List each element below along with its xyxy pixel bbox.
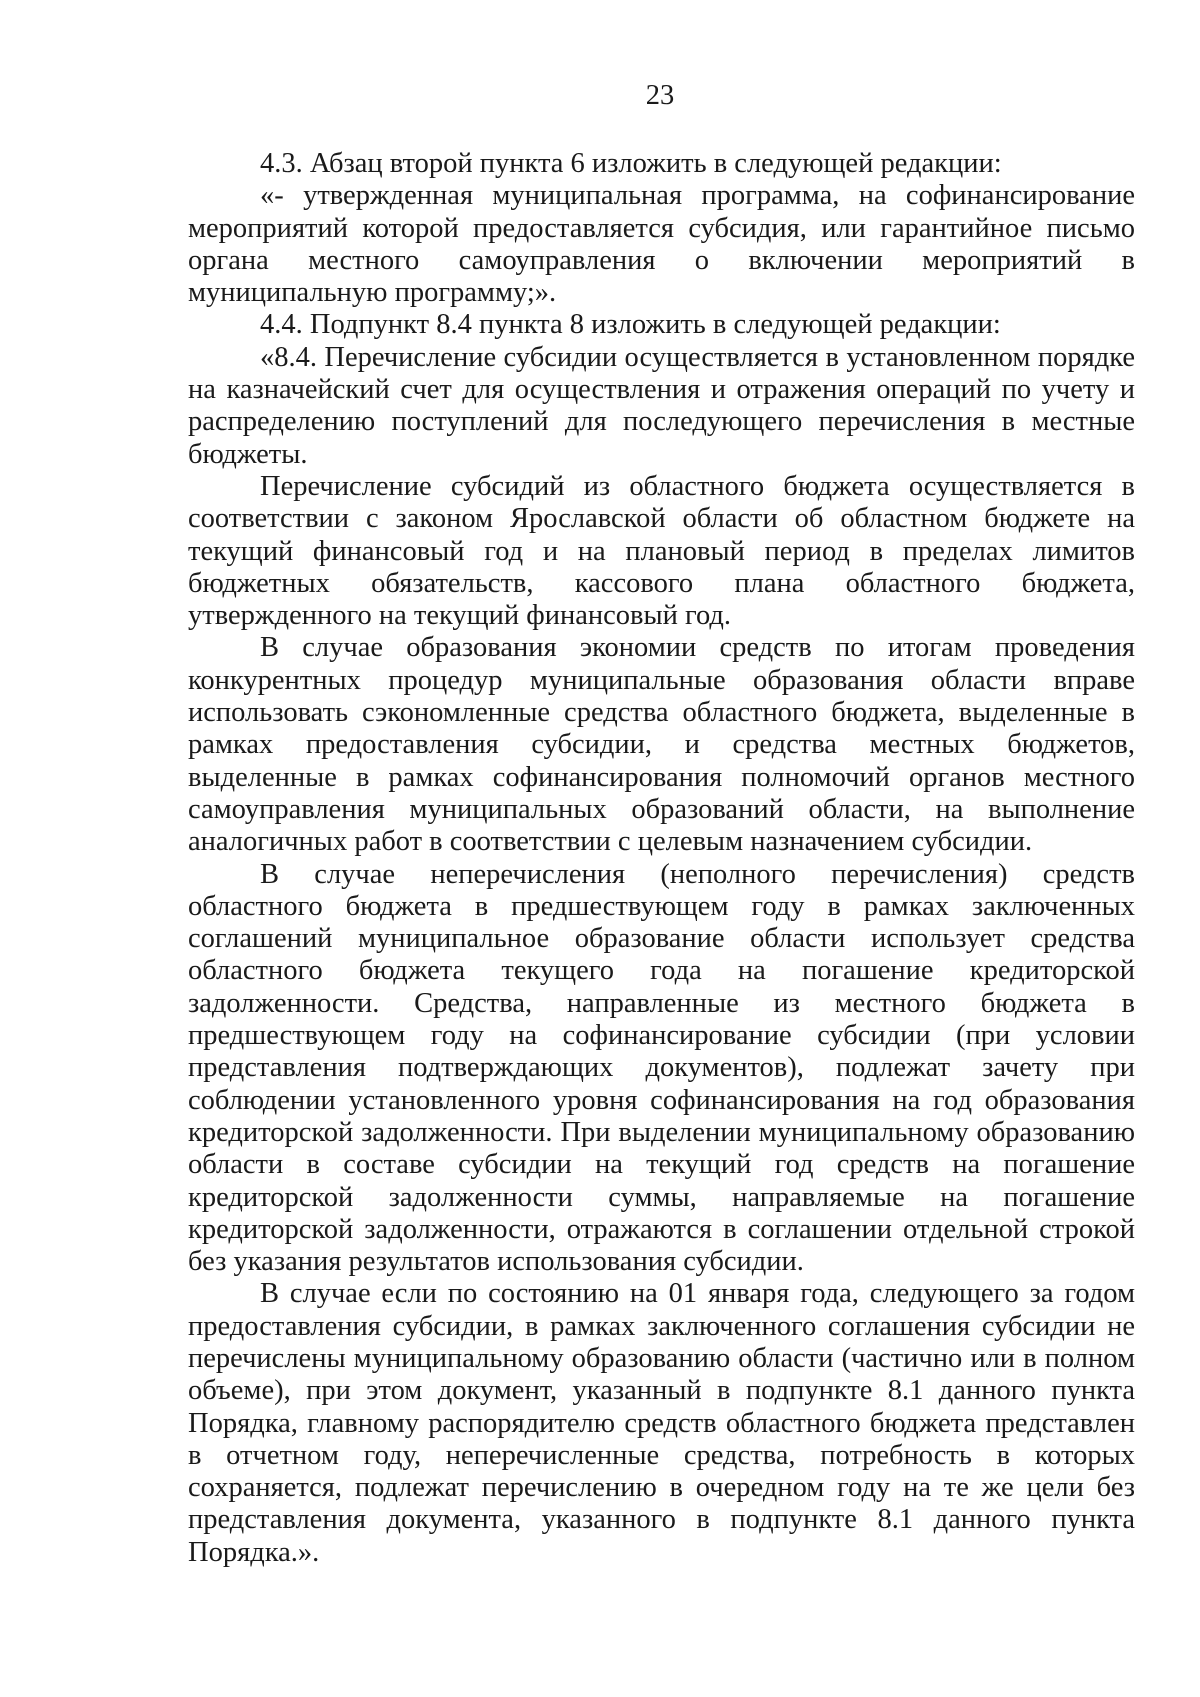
paragraph-savings: В случае образования экономии средств по итогам проведения конкурентных процедур муниципальные образования области вправе использовать сэкономленные средства областного бюджета, выделенные в рамках предоставления субсидии, и средства местных бюджетов, выделенные в рамках софинансирования полномочий органов местного самоуправления муниципальных образований области, на выполнение аналогичных работ в соответствии с целевым назначением субсидии.	[188, 632, 1135, 858]
page-number: 23	[645, 80, 675, 111]
paragraph-8-4: «8.4. Перечисление субсидии осуществляется в установленном порядке на казначейский счет для осуществления и отражения операций по учету и распределению поступлений для последующего перечисления в местные бюджеты.	[188, 341, 1135, 470]
paragraph-4-4-heading: 4.4. Подпункт 8.4 пункта 8 изложить в следующей редакции:	[260, 309, 1001, 341]
paragraph-4-3-heading: 4.3. Абзац второй пункта 6 изложить в следующей редакции:	[260, 148, 1002, 179]
paragraph-4-3-text: «- утвержденная муниципальная программа, на софинансирование мероприятий которой предоставляется субсидия, или гарантийное письмо органа местного самоуправления о включении мероприятий в муниципальную программу;».	[188, 180, 1135, 309]
paragraph-january-01: В случае если по состоянию на 01 января года, следующего за годом предоставления субсидии, в рамках заключенного соглашения субсидии не перечислены муниципальному образованию области (частично или в полном объеме), при этом документ, указанный в подпункте 8.1 данного пункта Порядка, главному распорядителю средств областного бюджета представлен в отчетном году, неперечисленные средства, потребность в которых сохраняется, подлежат перечислению в очередном году на те же цели без представления документа, указанного в подпункте 8.1 данного пункта Порядка.».	[188, 1278, 1135, 1568]
document-body	[188, 148, 1135, 1569]
paragraph-non-transfer: В случае неперечисления (неполного перечисления) средств областного бюджета в предшествующем году в рамках заключенных соглашений муниципальное образование области использует средства областного бюджета текущего года на погашение кредиторской задолженности. Средства, направленные из местного бюджета в предшествующем году на софинансирование субсидии (при условии представления подтверждающих документов), подлежат зачету при соблюдении установленного уровня софинансирования на год образования кредиторской задолженности. При выделении муниципальному образованию области в составе субсидии на текущий год средств на погашение кредиторской задолженности суммы, направляемые на погашение кредиторской задолженности, отражаются в соглашении отдельной строкой без указания результатов использования субсидии.	[188, 858, 1135, 1278]
paragraph-transfer-subsidies: Перечисление субсидий из областного бюджета осуществляется в соответствии с законом Ярославской области об областном бюджете на текущий финансовый год и на плановый период в пределах лимитов бюджетных обязательств, кассового плана областного бюджета, утвержденного на текущий финансовый год.	[188, 470, 1135, 632]
